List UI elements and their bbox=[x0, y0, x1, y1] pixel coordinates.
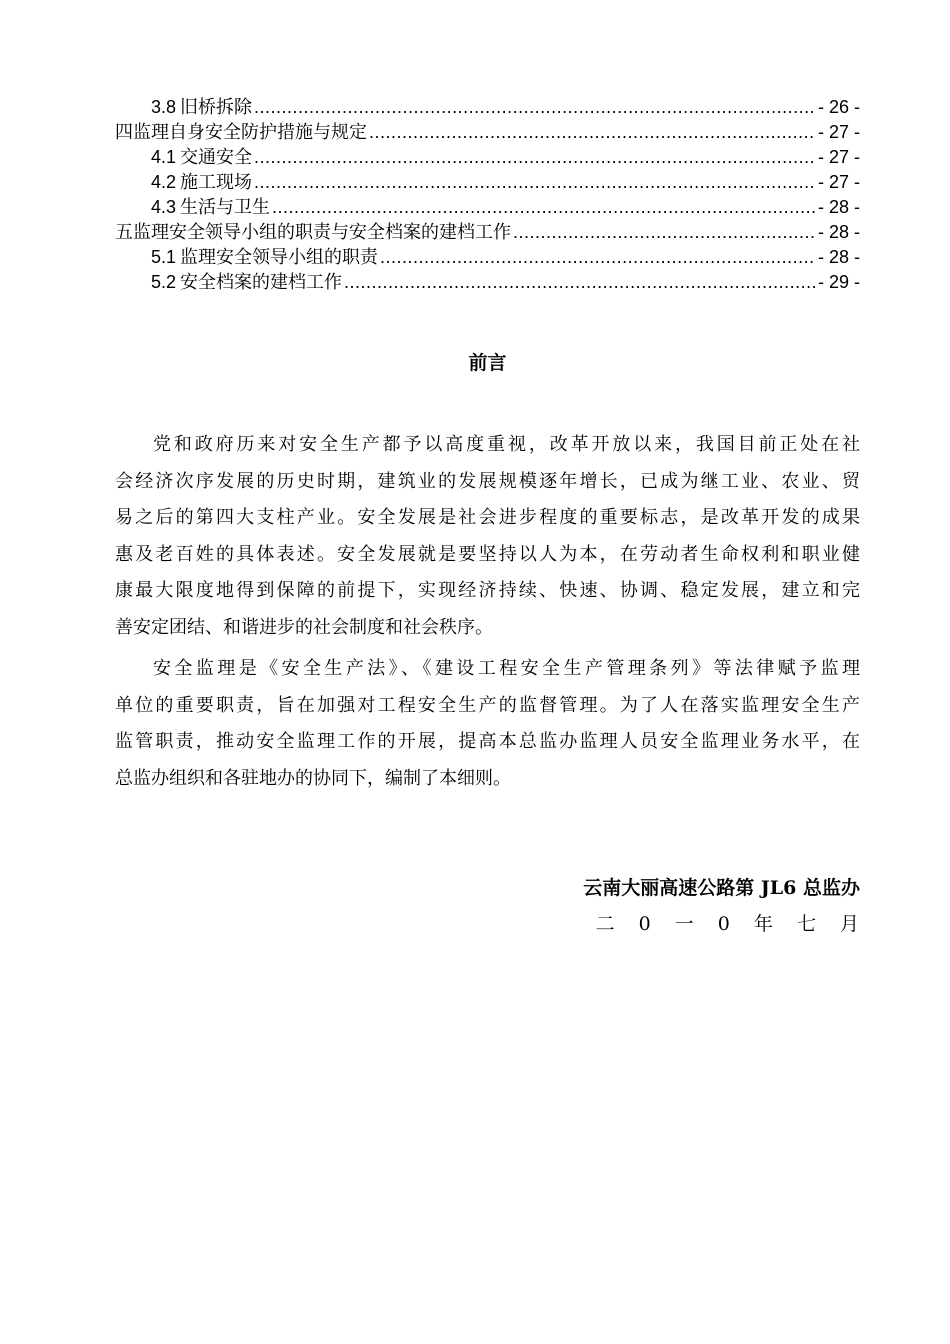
toc-dot-leader bbox=[254, 145, 816, 170]
toc-entry[interactable] bbox=[115, 145, 860, 170]
paragraph-line: 康最大限度地得到保障的前提下，实现经济持续、快速、协调、稳定发展，建立和完 bbox=[115, 580, 860, 601]
paragraph-line: 易之后的第四大支柱产业。安全发展是社会进步程度的重要标志，是改革开发的成果 bbox=[115, 507, 860, 528]
toc-entry-title: 5.2 安全档案的建档工作 bbox=[151, 272, 343, 292]
preface-paragraph-2 bbox=[115, 651, 860, 797]
toc-page-number: - 28 - bbox=[817, 222, 860, 242]
toc-dot-leader bbox=[380, 245, 816, 270]
signature-organization: 云南大丽高速公路第 JL6 总监办 bbox=[583, 877, 860, 899]
toc-entry-title: 4.1 交通安全 bbox=[151, 147, 253, 167]
toc-entry[interactable] bbox=[115, 120, 860, 145]
toc-dot-leader bbox=[344, 270, 816, 295]
preface-heading: 前言 bbox=[468, 352, 507, 374]
paragraph-line: 单位的重要职责，旨在加强对工程安全生产的监督管理。为了人在落实监理安全生产 bbox=[115, 694, 860, 716]
toc-entry-title: 四监理自身安全防护措施与规定 bbox=[115, 122, 367, 142]
toc-entry[interactable] bbox=[115, 170, 860, 195]
toc-dot-leader bbox=[254, 170, 816, 195]
toc-page-number: - 28 - bbox=[817, 197, 860, 217]
toc-entry-title: 4.3 生活与卫生 bbox=[151, 197, 271, 217]
toc-entry[interactable] bbox=[115, 95, 860, 120]
paragraph-line: 善安定团结、和谐进步的社会制度和社会秩序。 bbox=[115, 616, 493, 638]
paragraph-line: 会经济次序发展的历史时期，建筑业的发展规模逐年增长，已成为继工业、农业、贸 bbox=[115, 470, 860, 492]
toc-dot-leader bbox=[254, 95, 816, 120]
toc-dot-leader bbox=[513, 220, 816, 245]
toc-dot-leader bbox=[272, 195, 816, 220]
toc-page-number: - 28 - bbox=[817, 247, 860, 267]
toc-entry-title: 5.1 监理安全领导小组的职责 bbox=[151, 247, 379, 267]
toc-entry-title: 4.2 施工现场 bbox=[151, 172, 253, 192]
paragraph-line: 监管职责，推动安全监理工作的开展，提高本总监办监理人员安全监理业务水平，在 bbox=[115, 731, 860, 752]
toc-page-number: - 27 - bbox=[817, 122, 860, 142]
toc-dot-leader bbox=[369, 120, 816, 145]
paragraph-line: 惠及老百姓的具体表述。安全发展就是要坚持以人为本，在劳动者生命权利和职业健 bbox=[115, 543, 860, 565]
signature-date: 二 0 一 0 年 七 月 bbox=[595, 913, 868, 935]
toc-page-number: - 27 - bbox=[817, 147, 860, 167]
toc-entry[interactable] bbox=[115, 245, 860, 270]
toc-entry[interactable] bbox=[115, 270, 860, 295]
toc-entry[interactable] bbox=[115, 220, 860, 245]
preface-paragraph-1 bbox=[115, 427, 860, 646]
paragraph-line: 总监办组织和各驻地办的协同下，编制了本细则。 bbox=[115, 767, 511, 789]
toc-entry-title: 五监理安全领导小组的职责与安全档案的建档工作 bbox=[115, 222, 511, 242]
paragraph-line: 安全监理是《安全生产法》、《建设工程安全生产管理条列》等法律赋予监理 bbox=[153, 658, 860, 679]
toc-page-number: - 26 - bbox=[817, 97, 860, 117]
table-of-contents bbox=[115, 95, 860, 295]
toc-page-number: - 29 - bbox=[817, 272, 860, 292]
toc-page-number: - 27 - bbox=[817, 172, 860, 192]
toc-entry[interactable] bbox=[115, 195, 860, 220]
paragraph-line: 党和政府历来对安全生产都予以高度重视，改革开放以来，我国目前正处在社 bbox=[153, 434, 860, 455]
toc-entry-title: 3.8 旧桥拆除 bbox=[151, 97, 253, 117]
